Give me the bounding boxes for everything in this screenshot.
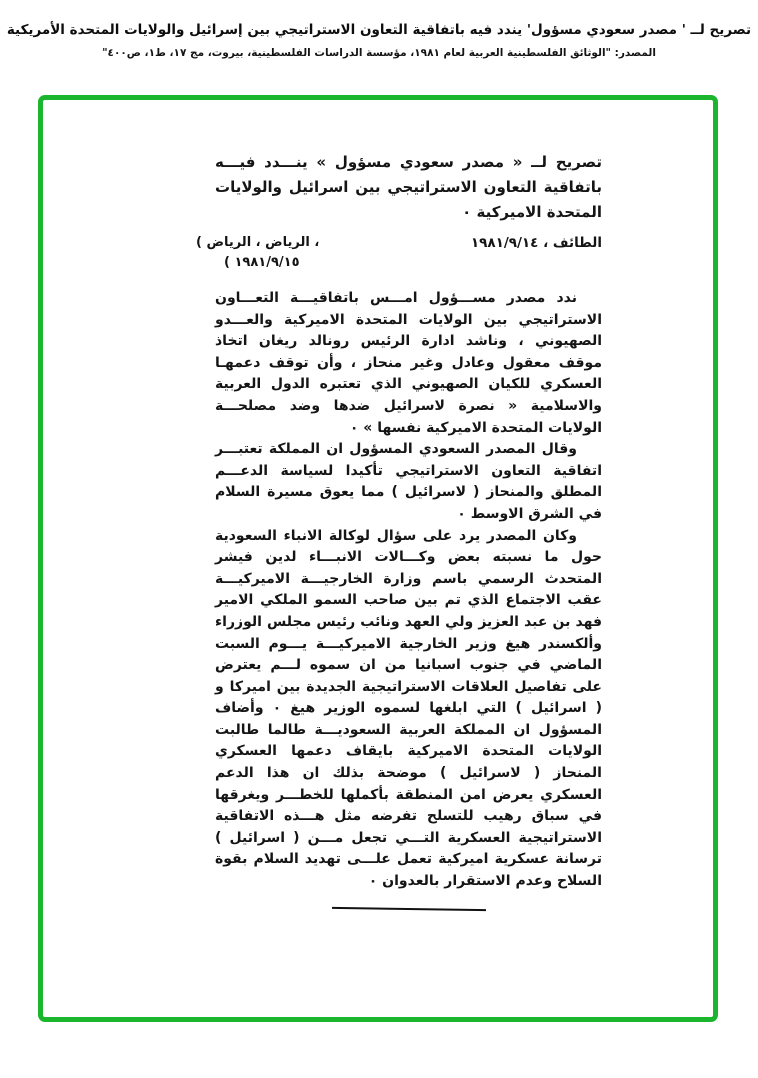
- body-paragraph: ندد مصدر مســـؤول امـــس باتفاقيـــة التعـــاون الاستراتيجي بين الولايات المتحدة الاميركية والعـــدو الصهيوني ، وناشد ادارة الرئيس رونالد ريغان اتخاذ موقف معقول وعادل وغير منحاز ، وأن توقف دعمهـا العسكري للكيان الصهيوني الذي تعتبره الدول العربية والاسلامية « نصرة لاسرائيل ضدها وضد مصلحـــة الولايات المتحدة الاميركية نفسها » ٠: [215, 290, 602, 436]
- agency-citation-line1: ( الرياض ، الرياض ،: [196, 235, 320, 250]
- dateline-place-date: الطائف ، ١٩٨١/٩/١٤: [470, 235, 602, 251]
- document-scan: [196, 150, 602, 910]
- body-paragraph: وكان المصدر يرد على سؤال لوكالة الانباء السعودية حول ما نسبته بعض وكـــالات الانبـــاء لدين فيشر المتحدث الرسمي باسم وزارة الخارجيـــة الاميركيـــة عقب الاجتماع الذي تم بين صاحب السمو الملكي الامير فهد بن عبد العزيز ولي العهد ونائب رئيس مجلس الوزراء وألكسندر هيغ وزير الخارجية الاميركيـــة يـــوم السبت الماضي في جنوب اسبانيا من ان سموه لـــم يعترض على تفاصيل العلاقات الاستراتيجية الجديدة بين اميركا و ( اسرائيل ) التي ابلغها لسموه الوزير هيغ ٠ وأضاف المسؤول ان المملكة العربية السعوديـــة طالما طالبت الولايات المتحدة الاميركية بايقاف دعمها العسكري المنحاز ( لاسرائيل ) موضحة بذلك ان هذا الدعم العسكري يعرض امن المنطقة بأكملها للخطـــر ويغرقها في سباق رهيب للتسلح تفرضه مثل هـــذه الاتفاقية الاستراتيجية العسكرية التـــي تجعل مـــن ( اسرائيل ) ترسانة عسكرية اميركية تعمل علـــى تهديد السلام بقوة السلاح وعدم الاستقرار بالعدوان ٠: [215, 527, 602, 890]
- body-paragraph: وقال المصدر السعودي المسؤول ان المملكة تعتبـــر اتفاقية التعاون الاستراتيجي تأكيدا لسياسة الدعـــم المطلق والمنحاز ( لاسرائيل ) مما يعوق مسيرة السلام في الشرق الاوسط ٠: [215, 441, 602, 522]
- header-source-citation: المصدر: "الوثائق الفلسطينية العربية لعام ١٩٨١، مؤسسة الدراسات الفلسطينية، بيروت، مج ١٧، ط١، ص٤٠٠": [102, 47, 656, 59]
- page-header: [0, 22, 758, 59]
- header-title: تصريح لــ ' مصدر سعودي مسؤول' يندد فيه باتفاقية التعاون الاستراتيجي بين إسرائيل والولايات المتحدة الأمريكية: [6, 22, 752, 38]
- green-frame: [38, 95, 718, 1022]
- agency-citation-line2: ( ١٩٨١/٩/١٥: [224, 255, 300, 270]
- end-divider-line: [331, 907, 485, 911]
- dateline: [196, 233, 602, 273]
- document-body: [215, 288, 602, 893]
- dateline-agency-citation: [196, 233, 319, 273]
- document-title: تصريح لــ « مصدر سعودي مسؤول » ينـــدد فيـــه باتفاقية التعاون الاستراتيجي بين اسرائيل والولايات المتحدة الاميركية ٠: [215, 153, 602, 221]
